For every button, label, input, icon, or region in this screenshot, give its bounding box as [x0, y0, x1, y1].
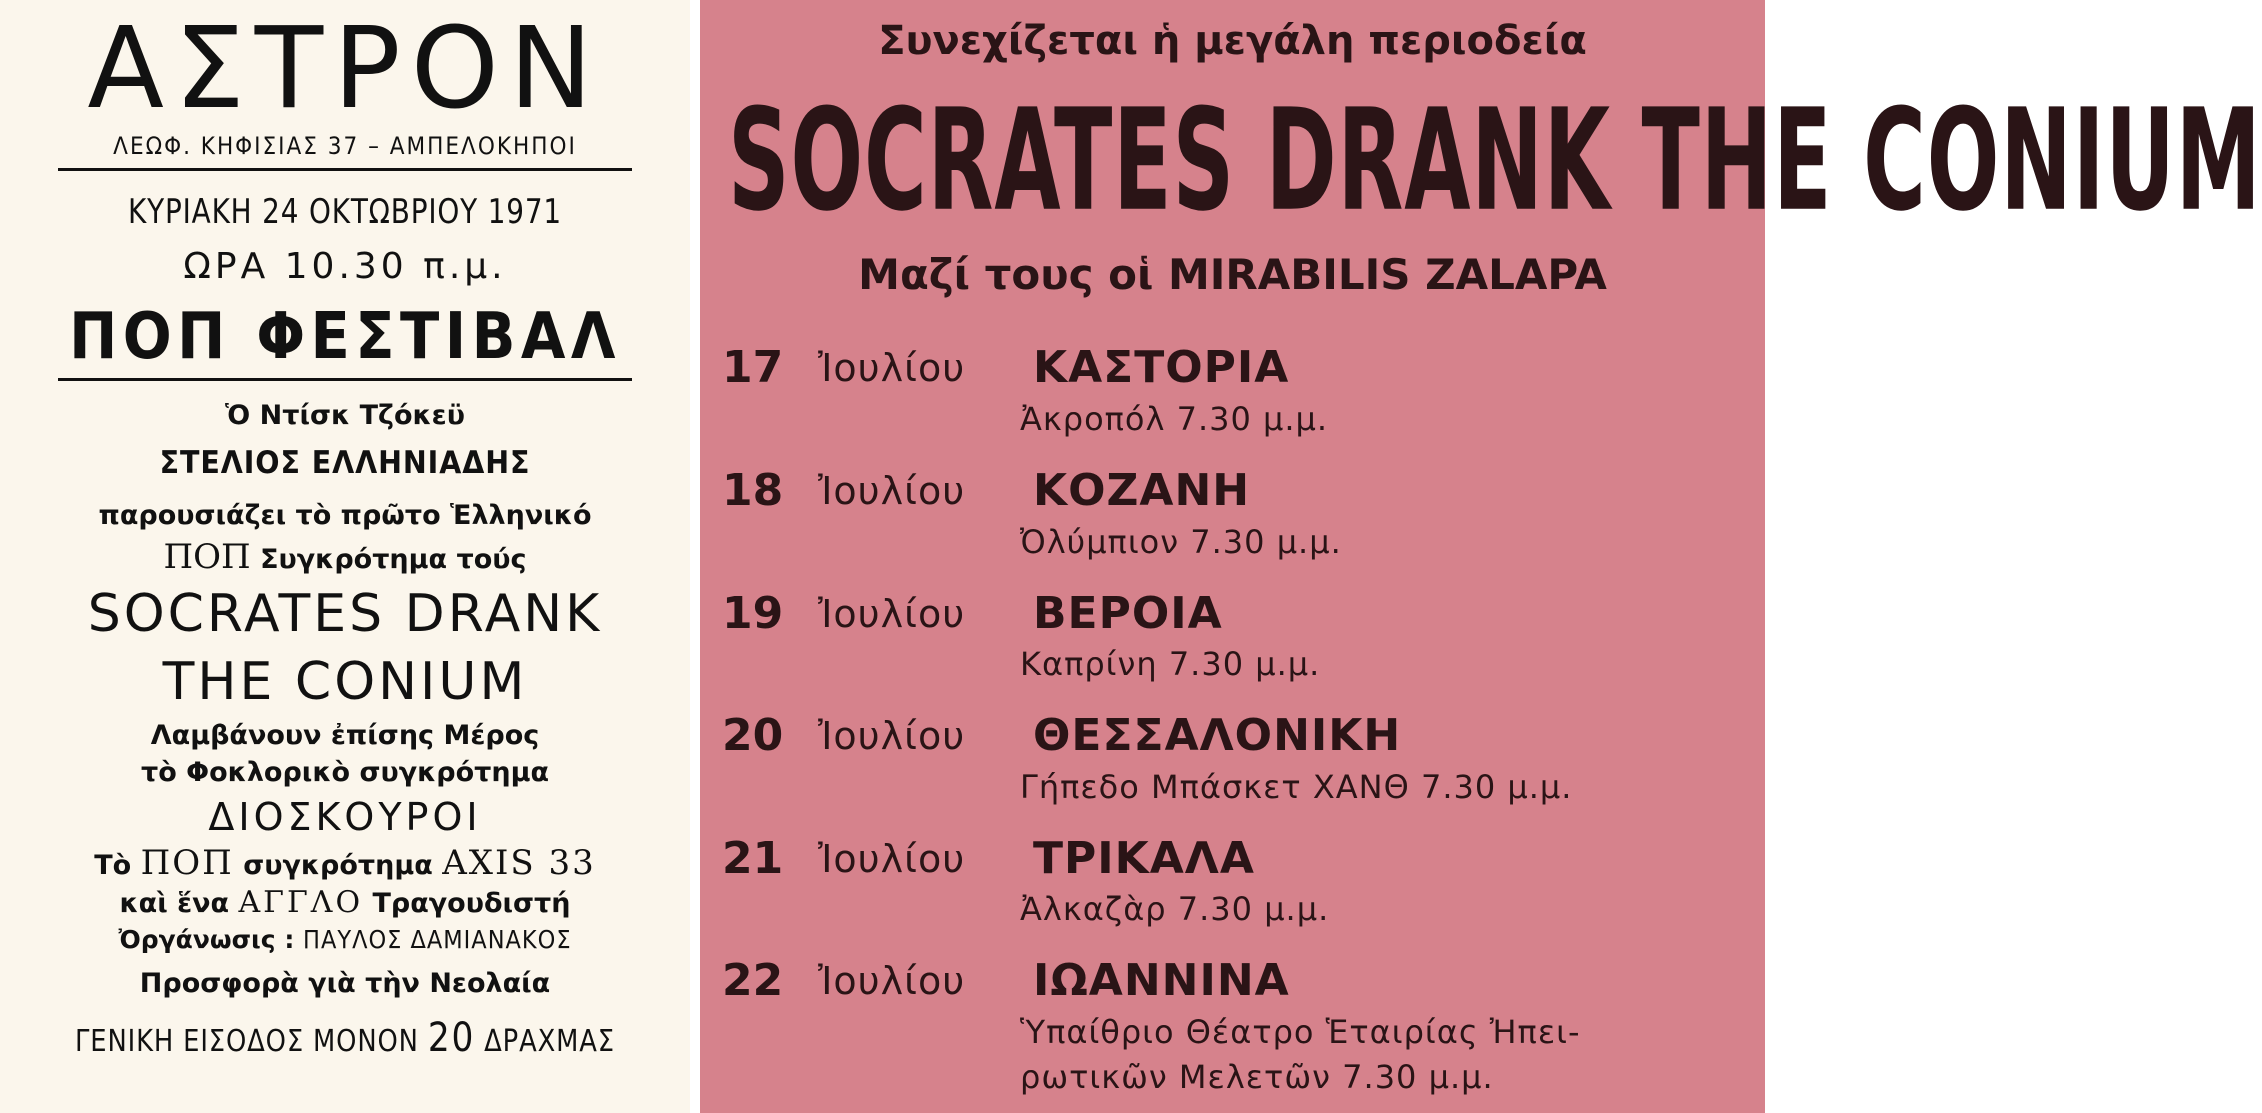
entry-currency: ΔΡΑΧΜΑΣ [484, 1024, 615, 1059]
tour-city: ΤΡΙΚΑΛΑ [1033, 833, 1255, 884]
tour-venue-continued: ρωτικῶν Μελετῶν 7.30 μ.μ. [1020, 1058, 1494, 1096]
tour-month: Ἰουλίου [818, 959, 966, 1003]
support-band: MIRABILIS ZALAPA [1168, 250, 1607, 299]
axis-pop-word: ΠΟΠ [140, 843, 234, 883]
tour-month: Ἰουλίου [818, 346, 966, 390]
support-line [700, 250, 1765, 299]
organizer-name: ΠΑΥΛΟΣ ΔΑΜΙΑΝΑΚΟΣ [303, 925, 572, 954]
axis-mid: συγκρότημα [243, 850, 433, 881]
tour-venue: Ὑπαίθριο Θέατρο Ἑταιρίας Ἠπει- [1020, 1013, 1581, 1051]
band-name-line-2: THE CONIUM [162, 652, 528, 712]
support-prefix: Μαζί τους οἱ [858, 250, 1154, 299]
tour-month: Ἰουλίου [818, 469, 966, 513]
presents-line-1: παρουσιάζει τὸ πρῶτο Ἑλληνικό [98, 500, 592, 531]
folk-group-name: ΔΙΟΣΚΟΥΡΟΙ [208, 795, 482, 839]
dj-title: Ὁ Ντίσκ Τζόκεϋ [225, 400, 465, 431]
tour-day: 20 [722, 710, 784, 761]
tour-venue: Καπρίνη 7.30 μ.μ. [1020, 645, 1321, 683]
event-time: ΩΡΑ 10.30 π.μ. [183, 246, 507, 287]
singer-suffix: Τραγουδιστή [372, 888, 571, 919]
venue-address: ΛΕΩΦ. ΚΗΦΙΣΙΑΣ 37 – ΑΜΠΕΛΟΚΗΠΟΙ [113, 132, 577, 160]
entry-prefix: ΓΕΝΙΚΗ ΕΙΣΟΔΟΣ ΜΟΝΟΝ [75, 1024, 419, 1059]
axis-line [0, 843, 690, 883]
tour-month: Ἰουλίου [818, 837, 966, 881]
singer-prefix: καὶ ἕνα [119, 888, 230, 919]
band-name-line-1: SOCRATES DRANK [87, 584, 603, 644]
venue-title: ΑΣΤΡΟΝ [87, 4, 603, 134]
event-date: ΚΥΡΙΑΚΗ 24 ΟΚΤΩΒΡΙΟΥ 1971 [128, 192, 562, 232]
tour-day: 21 [722, 833, 784, 884]
pop-word: ΠΟΠ [163, 537, 251, 577]
tour-day: 18 [722, 465, 784, 516]
singer-nationality: ΑΓΓΛΟ [238, 885, 364, 920]
tour-venue: Γήπεδο Μπάσκετ ΧΑΝΘ 7.30 μ.μ. [1020, 768, 1573, 806]
also-line-2: τὸ Φοκλορικὸ συγκρότημα [140, 757, 550, 788]
tour-day: 19 [722, 588, 784, 639]
tour-month: Ἰουλίου [818, 592, 966, 636]
tour-day: 17 [722, 342, 784, 393]
tour-city: ΒΕΡΟΙΑ [1033, 588, 1223, 639]
axis-band-name: AXIS 33 [442, 843, 596, 883]
divider [58, 168, 632, 171]
organizer-label: Ὀργάνωσις : [118, 925, 295, 954]
presents-line-2-rest: Συγκρότημα τούς [260, 544, 527, 575]
tour-day: 22 [722, 955, 784, 1006]
divider [58, 378, 632, 381]
headline: SOCRATES DRANK THE CONIUM [728, 80, 2262, 243]
tour-venue: Ἀλκαζὰρ 7.30 μ.μ. [1020, 890, 1330, 928]
dj-name: ΣΤΕΛΙΟΣ ΕΛΛΗΝΙΑΔΗΣ [159, 445, 531, 481]
organizer-line [0, 925, 690, 954]
entry-price: 20 [427, 1015, 476, 1061]
youth-offer: Προσφορὰ γιὰ τὴν Νεολαία [139, 968, 551, 999]
event-title: ΠΟΠ ΦΕΣΤΙΒΑΛ [69, 300, 621, 374]
axis-prefix: Τὸ [94, 850, 132, 881]
singer-line [0, 885, 690, 920]
entry-line [48, 1015, 641, 1061]
astron-concert-poster [0, 0, 690, 1113]
tour-dates-poster [700, 0, 2262, 1113]
presents-line-2 [0, 537, 690, 577]
tour-city: ΘΕΣΣΑΛΟΝΙΚΗ [1033, 710, 1402, 761]
tour-month: Ἰουλίου [818, 714, 966, 758]
tour-venue: Ἀκροπόλ 7.30 μ.μ. [1020, 400, 1329, 438]
tour-city: ΚΑΣΤΟΡΙΑ [1033, 342, 1290, 393]
also-line-1: Λαμβάνουν ἐπίσης Μέρος [150, 720, 540, 751]
tour-line: Συνεχίζεται ἡ μεγάλη περιοδεία [878, 18, 1587, 64]
tour-city: ΙΩΑΝΝΙΝΑ [1033, 955, 1290, 1006]
tour-venue: Ὀλύμπιον 7.30 μ.μ. [1020, 523, 1342, 561]
tour-city: ΚΟΖΑΝΗ [1033, 465, 1251, 516]
